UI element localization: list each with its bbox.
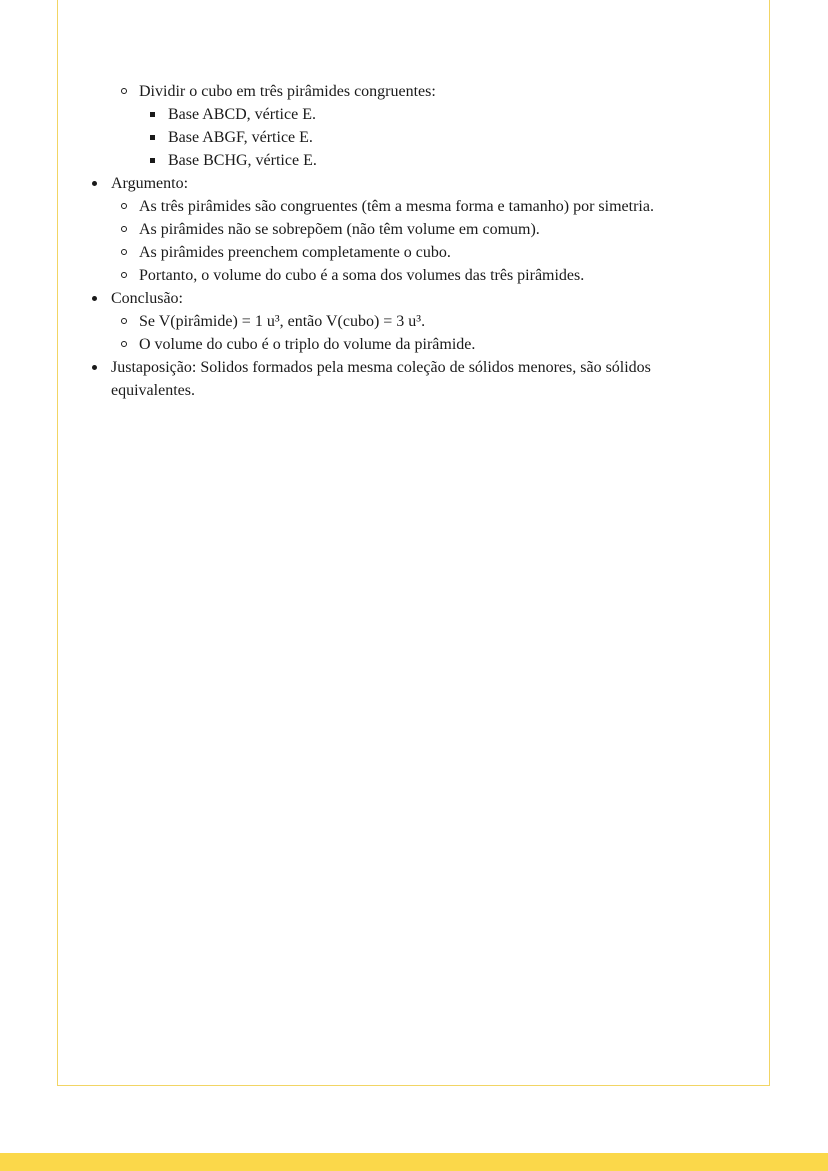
- footer-band: [0, 1153, 828, 1171]
- conclusao-list: [116, 310, 728, 356]
- conclusao-item: [88, 287, 728, 356]
- list-item: As pirâmides preenchem completamente o cubo.: [116, 241, 728, 264]
- pyramid-list: [146, 103, 728, 172]
- argumento-label: Argumento:: [111, 175, 189, 192]
- list-item: [116, 80, 728, 172]
- document-body: [88, 80, 728, 402]
- list-item: Se V(pirâmide) = 1 u³, então V(cubo) = 3 u³.: [116, 310, 728, 333]
- list-item: As três pirâmides são congruentes (têm a mesma forma e tamanho) por simetria.: [116, 195, 728, 218]
- continued-item: [88, 80, 728, 172]
- list-item: Portanto, o volume do cubo é a soma dos volumes das três pirâmides.: [116, 264, 728, 287]
- conclusao-label: Conclusão:: [111, 290, 183, 307]
- list-item: Base ABCD, vértice E.: [146, 103, 728, 126]
- main-list: [88, 172, 728, 402]
- list-item: As pirâmides não se sobrepõem (não têm volume em comum).: [116, 218, 728, 241]
- method-list: [116, 80, 728, 172]
- justaposicao-item: Justaposição: Solidos formados pela mesma coleção de sólidos menores, são sólidos equivalentes.: [88, 356, 728, 402]
- argumento-list: [116, 195, 728, 287]
- list-item: Base BCHG, vértice E.: [146, 149, 728, 172]
- method-item-text: Dividir o cubo em três pirâmides congruentes:: [139, 83, 436, 100]
- continued-list: [88, 80, 728, 172]
- list-item: O volume do cubo é o triplo do volume da pirâmide.: [116, 333, 728, 356]
- argumento-item: [88, 172, 728, 287]
- list-item: Base ABGF, vértice E.: [146, 126, 728, 149]
